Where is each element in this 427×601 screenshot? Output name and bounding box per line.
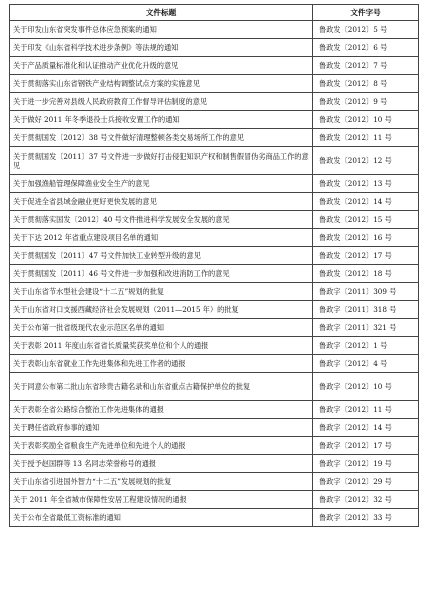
table-row [10, 419, 419, 437]
document-title-cell: 关于贯彻国发〔2011〕46 号文件进一步加强和改进消防工作的意见 [10, 265, 313, 283]
document-title-cell: 关于授予赵国群等 13 名同志荣誉称号的通报 [10, 455, 313, 473]
table-row [10, 211, 419, 229]
document-number-cell: 鲁政字〔2012〕17 号 [313, 437, 419, 455]
document-title-cell: 关于表彰山东省就业工作先进集体和先进工作者的通报 [10, 355, 313, 373]
table-row [10, 301, 419, 319]
document-number-cell: 鲁政发〔2012〕12 号 [313, 147, 419, 175]
document-title-cell: 关于加强渔船管理保障渔业安全生产的意见 [10, 175, 313, 193]
table-row [10, 111, 419, 129]
document-number-cell: 鲁政发〔2012〕11 号 [313, 129, 419, 147]
document-title-cell: 关于 2011 年全省城市保障性安居工程建设情况的通报 [10, 491, 313, 509]
document-title-cell: 关于同意公布第二批山东省珍贵古籍名录和山东省重点古籍保护单位的批复 [10, 373, 313, 401]
document-list-table [9, 4, 419, 527]
table-row [10, 283, 419, 301]
table-row [10, 473, 419, 491]
document-number-cell: 鲁政发〔2012〕8 号 [313, 75, 419, 93]
table-row [10, 175, 419, 193]
document-title-cell: 关于聘任省政府参事的通知 [10, 419, 313, 437]
table-row [10, 455, 419, 473]
document-number-cell: 鲁政字〔2011〕318 号 [313, 301, 419, 319]
document-title-cell: 关于进一步完善对县级人民政府教育工作督导评估制度的意见 [10, 93, 313, 111]
table-row [10, 355, 419, 373]
document-number-cell: 鲁政发〔2012〕5 号 [313, 21, 419, 39]
table-row [10, 57, 419, 75]
document-title-cell: 关于表彰奖励全省粮食生产先进单位和先进个人的通报 [10, 437, 313, 455]
document-number-cell: 鲁政字〔2011〕309 号 [313, 283, 419, 301]
document-title-cell: 关于下达 2012 年省重点建设项目名单的通知 [10, 229, 313, 247]
document-title-cell: 关于印发山东省突发事件总体应急预案的通知 [10, 21, 313, 39]
table-row [10, 229, 419, 247]
document-number-cell: 鲁政字〔2012〕32 号 [313, 491, 419, 509]
table-row [10, 509, 419, 527]
document-number-cell: 鲁政发〔2012〕9 号 [313, 93, 419, 111]
document-number-cell: 鲁政发〔2012〕18 号 [313, 265, 419, 283]
document-number-cell: 鲁政发〔2012〕15 号 [313, 211, 419, 229]
document-title-cell: 关于做好 2011 年冬季退役士兵接收安置工作的通知 [10, 111, 313, 129]
document-title-cell: 关于促进全省县域金融业更好更快发展的意见 [10, 193, 313, 211]
document-number-cell: 鲁政字〔2012〕10 号 [313, 373, 419, 401]
document-number-cell: 鲁政发〔2012〕7 号 [313, 57, 419, 75]
table-row [10, 93, 419, 111]
table-row [10, 129, 419, 147]
document-number-cell: 鲁政字〔2012〕14 号 [313, 419, 419, 437]
document-title-cell: 关于印发《山东省科学技术进步条例》等法规的通知 [10, 39, 313, 57]
table-row [10, 21, 419, 39]
table-row [10, 401, 419, 419]
table-header-row [10, 5, 419, 21]
document-title-cell: 关于山东省引进国外智力“十二五”发展规划的批复 [10, 473, 313, 491]
document-number-cell: 鲁政字〔2012〕29 号 [313, 473, 419, 491]
table-row [10, 147, 419, 175]
document-title-cell: 关于贯彻落实山东省钢铁产业结构调整试点方案的实施意见 [10, 75, 313, 93]
document-title-cell: 关于贯彻国发〔2011〕47 号文件加快工业转型升级的意见 [10, 247, 313, 265]
document-title-cell: 关于产品质量标准化和认证推动产业优化升级的意见 [10, 57, 313, 75]
table-row [10, 39, 419, 57]
table-row [10, 265, 419, 283]
document-number-cell: 鲁政发〔2012〕16 号 [313, 229, 419, 247]
table-row [10, 337, 419, 355]
table-row [10, 247, 419, 265]
document-title-cell: 关于公布第一批省级现代农业示范区名单的通知 [10, 319, 313, 337]
document-number-cell: 鲁政字〔2012〕33 号 [313, 509, 419, 527]
document-title-cell: 关于贯彻国发〔2011〕37 号文件进一步做好打击侵犯知识产权和制售假冒伪劣商品工作的意见 [10, 147, 313, 175]
document-number-cell: 鲁政字〔2011〕321 号 [313, 319, 419, 337]
document-title-cell: 关于表彰 2011 年度山东省省长质量奖获奖单位和个人的通报 [10, 337, 313, 355]
table-row [10, 75, 419, 93]
document-number-cell: 鲁政发〔2012〕13 号 [313, 175, 419, 193]
table-row [10, 437, 419, 455]
document-number-cell: 鲁政发〔2012〕17 号 [313, 247, 419, 265]
document-number-cell: 鲁政发〔2012〕6 号 [313, 39, 419, 57]
document-number-cell: 鲁政发〔2012〕14 号 [313, 193, 419, 211]
document-title-cell: 关于山东省节水型社会建设“十二五”规划的批复 [10, 283, 313, 301]
document-title-cell: 关于表彰全省公路综合整治工作先进集体的通报 [10, 401, 313, 419]
column-header-title: 文件标题 [10, 5, 313, 21]
table-row [10, 193, 419, 211]
document-title-cell: 关于贯彻国发〔2012〕38 号文件做好清理整顿各类交易场所工作的意见 [10, 129, 313, 147]
table-row [10, 373, 419, 401]
table-row [10, 319, 419, 337]
document-number-cell: 鲁政字〔2012〕4 号 [313, 355, 419, 373]
document-title-cell: 关于山东省对口支援西藏经济社会发展规划（2011—2015 年）的批复 [10, 301, 313, 319]
column-header-number: 文件字号 [313, 5, 419, 21]
table-row [10, 491, 419, 509]
document-number-cell: 鲁政发〔2012〕10 号 [313, 111, 419, 129]
document-number-cell: 鲁政字〔2012〕1 号 [313, 337, 419, 355]
document-number-cell: 鲁政字〔2012〕19 号 [313, 455, 419, 473]
document-number-cell: 鲁政字〔2012〕11 号 [313, 401, 419, 419]
document-title-cell: 关于贯彻落实国发〔2012〕40 号文件推进科学发展安全发展的意见 [10, 211, 313, 229]
document-title-cell: 关于公布全省最低工资标准的通知 [10, 509, 313, 527]
